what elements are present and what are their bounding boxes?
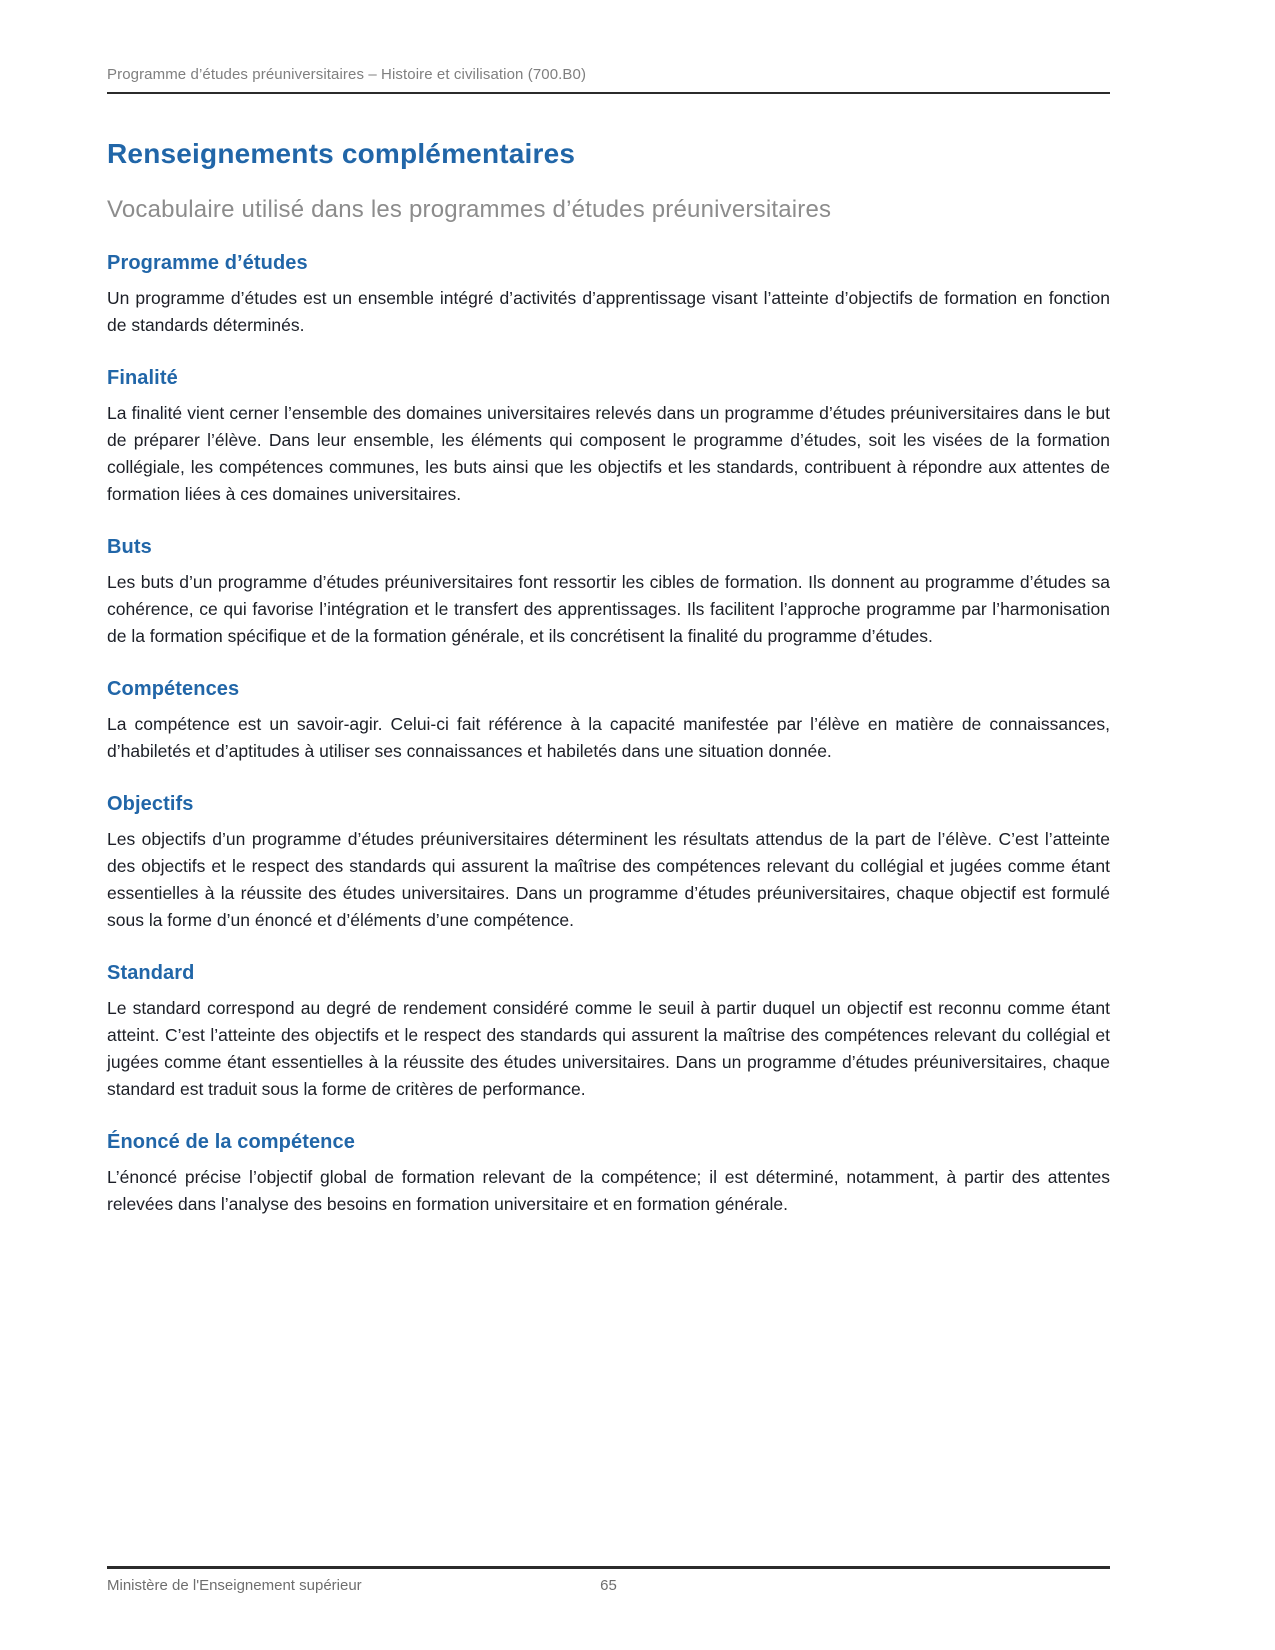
- section-competences: [107, 678, 1110, 765]
- section-enonce-de-la-competence: [107, 1131, 1110, 1218]
- section-body: L’énoncé précise l’objectif global de formation relevant de la compétence; il est déterminé, notamment, à partir des attentes relevées dans l’analyse des besoins en formation universitaire et en formation générale.: [107, 1167, 1110, 1214]
- section-heading: Objectifs: [107, 793, 194, 815]
- section-heading: Finalité: [107, 367, 178, 389]
- section-objectifs: [107, 793, 1110, 934]
- section-body: Un programme d’études est un ensemble intégré d’activités d’apprentissage visant l’atteinte d’objectifs de formation en fonction de standards déterminés.: [107, 288, 1110, 335]
- page-subtitle: Vocabulaire utilisé dans les programmes d’études préuniversitaires: [107, 196, 832, 223]
- section-heading: Compétences: [107, 678, 240, 700]
- section-heading: Énoncé de la compétence: [107, 1131, 355, 1153]
- section-heading: Buts: [107, 536, 152, 558]
- section-buts: [107, 536, 1110, 650]
- section-body: Les buts d’un programme d’études préuniversitaires font ressortir les cibles de formation. Ils donnent au programme d’études sa cohérence, ce qui favorise l’intégration et le transfert des apprentissages. Ils facilitent l’approche programme par l’harmonisation de la formation spécifique et de la formation générale, et ils concrétisent la finalité du programme d’études.: [107, 572, 1110, 646]
- running-header: [107, 66, 1110, 94]
- footer-page-number: 65: [600, 1577, 617, 1594]
- section-heading: Standard: [107, 962, 195, 984]
- footer-row: [107, 1577, 1110, 1594]
- footer-ministry-text: Ministère de l'Enseignement supérieur: [107, 1577, 362, 1594]
- running-header-text: Programme d’études préuniversitaires – Histoire et civilisation (700.B0): [107, 66, 587, 83]
- page-footer: [107, 1566, 1110, 1594]
- section-body: La compétence est un savoir-agir. Celui-ci fait référence à la capacité manifestée par l’élève en matière de connaissances, d’habiletés et d’aptitudes à utiliser ses connaissances et habiletés dans une situation donnée.: [107, 714, 1110, 761]
- page-title: Renseignements complémentaires: [107, 138, 576, 169]
- footer-rule: [107, 1566, 1110, 1569]
- section-finalite: [107, 367, 1110, 508]
- section-body: Le standard correspond au degré de rendement considéré comme le seuil à partir duquel un objectif est reconnu comme étant atteint. C’est l’atteinte des objectifs et le respect des standards qui assurent la maîtrise des compétences relevant du collégial et jugées comme étant essentielles à la réussite des études universitaires. Dans un programme d’études préuniversitaires, chaque standard est traduit sous la forme de critères de performance.: [107, 998, 1110, 1099]
- section-heading: Programme d’études: [107, 252, 308, 274]
- section-standard: [107, 962, 1110, 1103]
- section-body: La finalité vient cerner l’ensemble des domaines universitaires relevés dans un programme d’études préuniversitaires dans le but de préparer l’élève. Dans leur ensemble, les éléments qui composent le programme d’études, soit les visées de la formation collégiale, les compétences communes, les buts ainsi que les objectifs et les standards, contribuent à répondre aux attentes de formation liées à ces domaines universitaires.: [107, 403, 1110, 504]
- section-body: Les objectifs d’un programme d’études préuniversitaires déterminent les résultats attendus de la part de l’élève. C’est l’atteinte des objectifs et le respect des standards qui assurent la maîtrise des compétences relevant du collégial et jugées comme étant essentielles à la réussite des études universitaires. Dans un programme d’études préuniversitaires, chaque objectif est formulé sous la forme d’un énoncé et d’éléments d’une compétence.: [107, 829, 1110, 930]
- section-programme-detudes: [107, 252, 1110, 339]
